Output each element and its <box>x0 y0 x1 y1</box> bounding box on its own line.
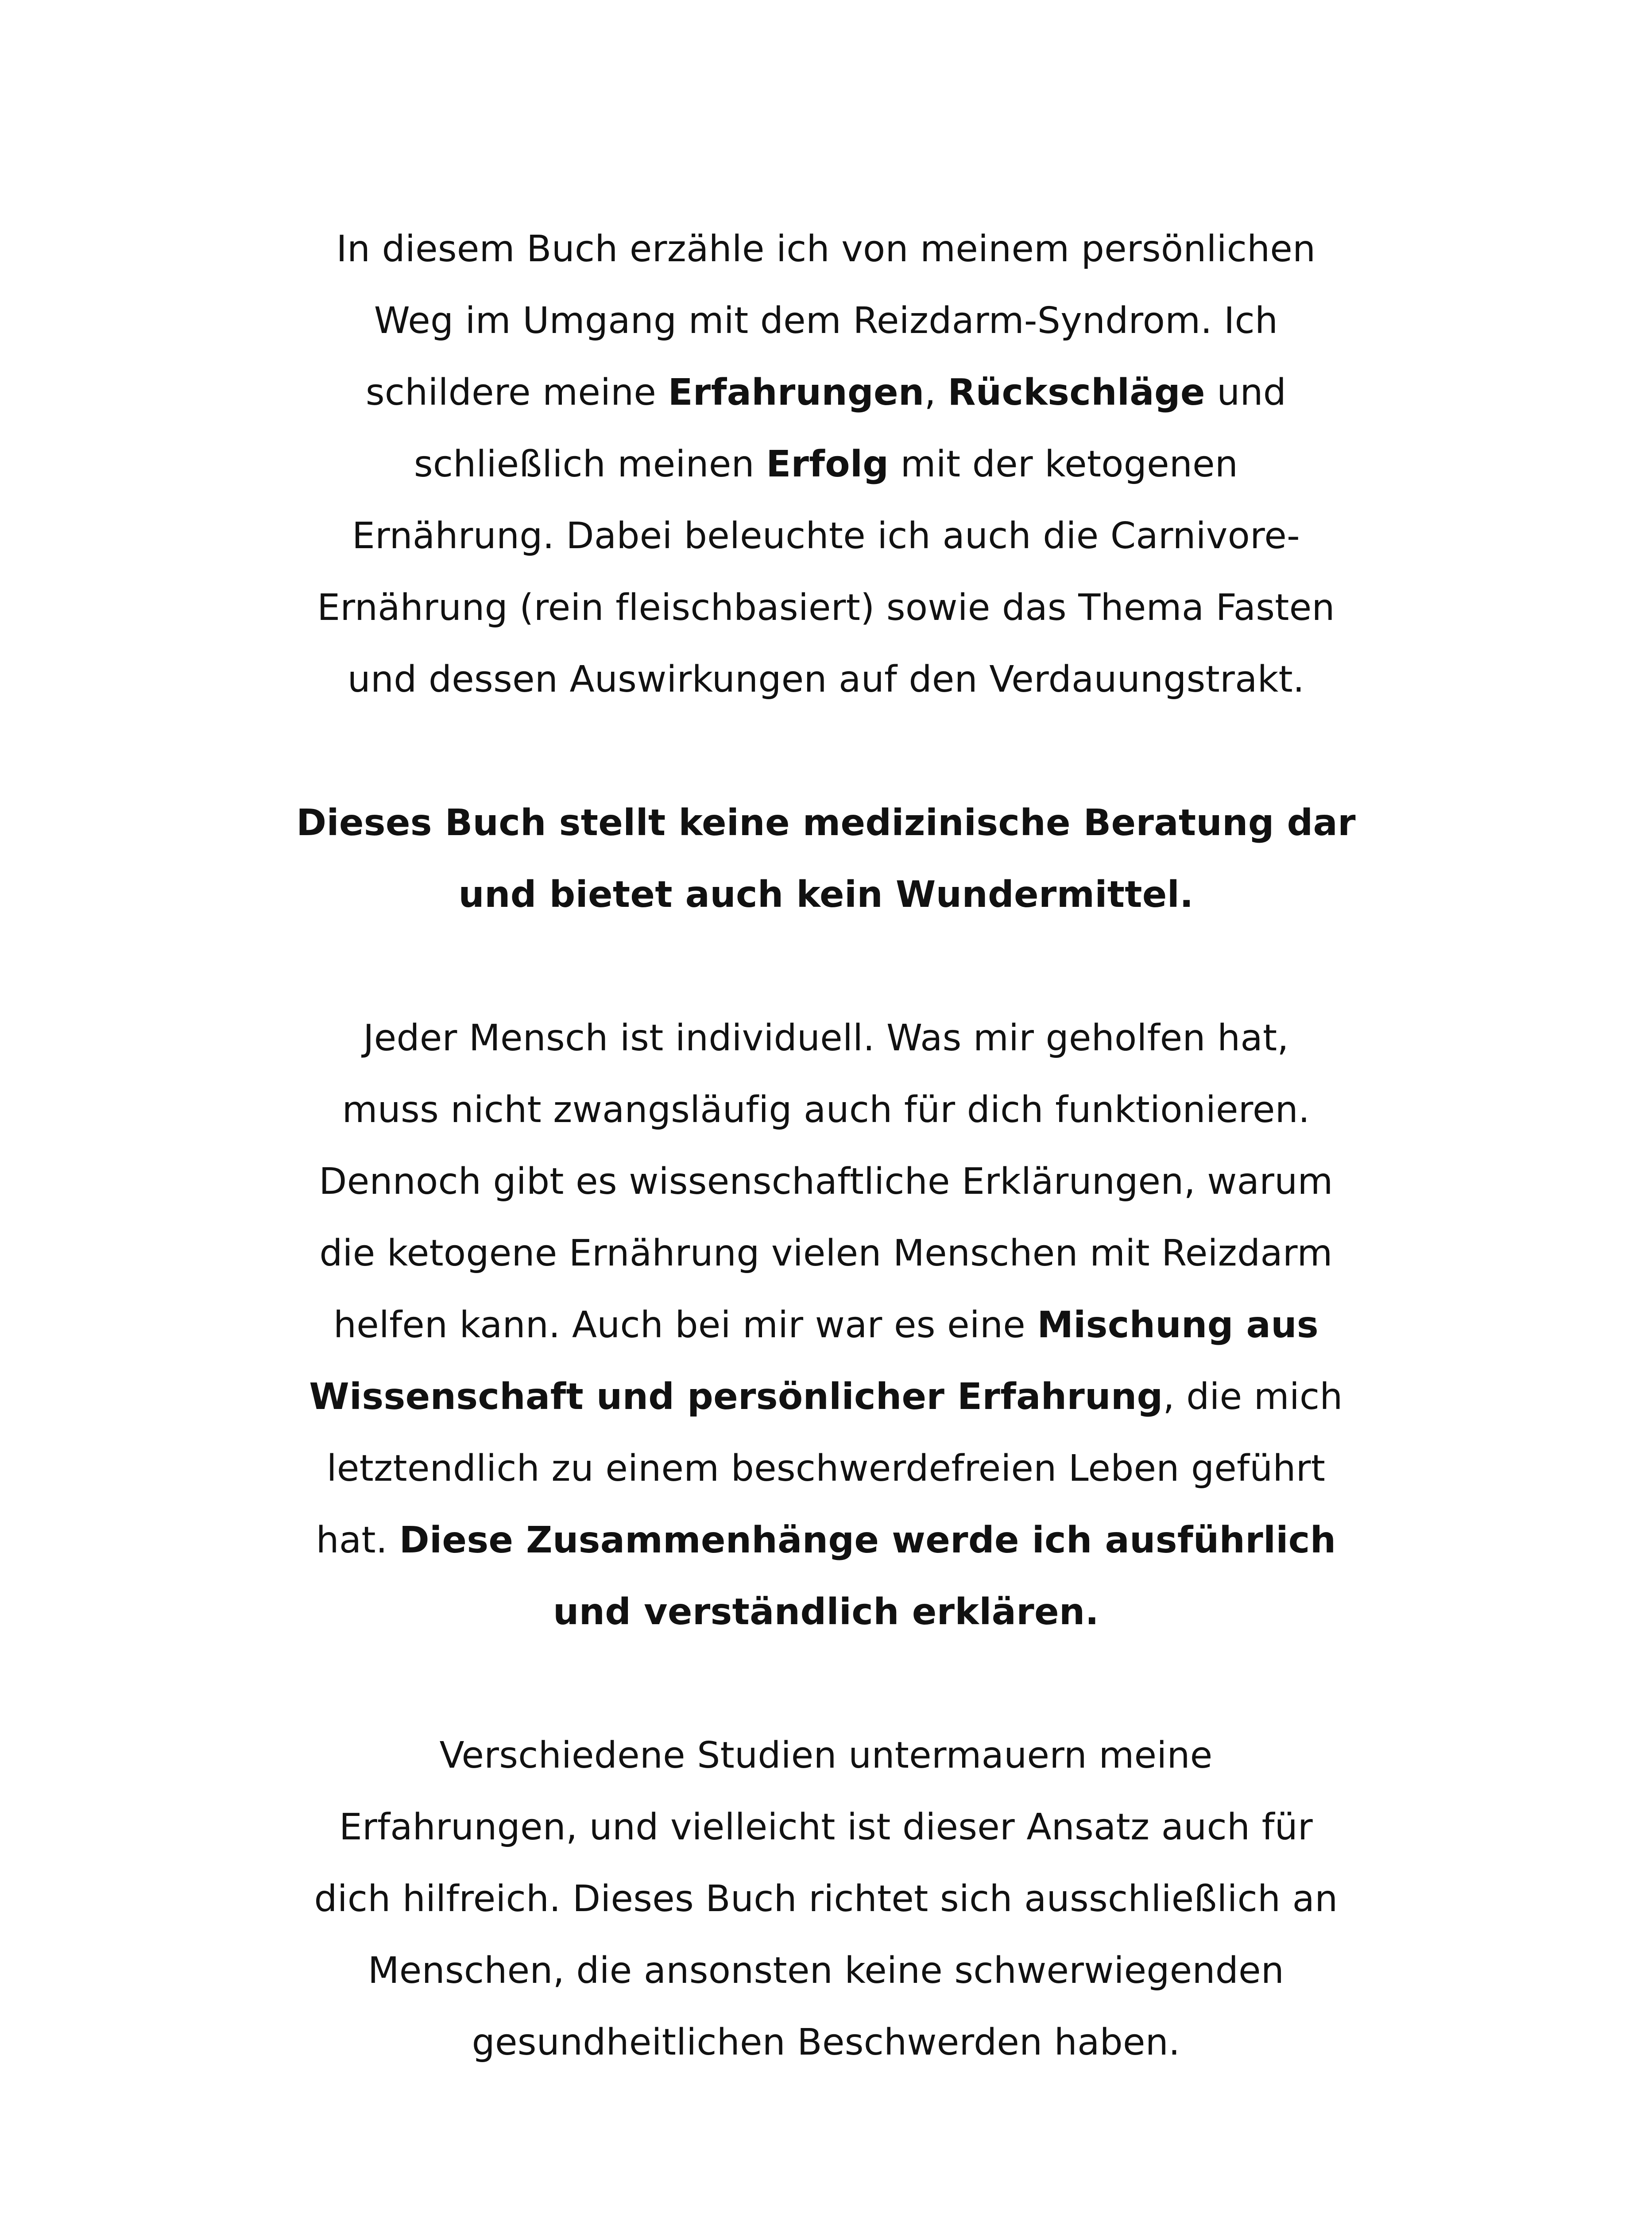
text-segment: Ernährung. Dabei beleuchte ich auch die Carnivore- <box>352 515 1300 557</box>
bold-text-segment: Mischung aus <box>1037 1304 1319 1346</box>
text-line <box>248 1146 1404 1218</box>
text-line <box>248 1361 1404 1433</box>
text-line <box>248 1218 1404 1289</box>
text-segment: In diesem Buch erzähle ich von meinem persönlichen <box>336 228 1316 270</box>
text-segment: Weg im Umgang mit dem Reizdarm-Syndrom. Ich <box>374 300 1278 342</box>
text-segment: , <box>924 372 948 414</box>
text-segment: helfen kann. Auch bei mir war es eine <box>333 1304 1037 1346</box>
text-segment: und <box>1205 372 1287 414</box>
text-line <box>248 213 1404 285</box>
bold-text-segment: Rückschläge <box>948 372 1205 414</box>
text-segment: letztendlich zu einem beschwerdefreien Leben geführt <box>326 1448 1326 1490</box>
text-line <box>248 357 1404 429</box>
text-segment: gesundheitlichen Beschwerden haben. <box>472 2021 1180 2063</box>
individuality-paragraph <box>248 1002 1404 1648</box>
text-line <box>248 285 1404 357</box>
text-line <box>248 1792 1404 1863</box>
bold-text-segment: Diese Zusammenhänge werde ich ausführlich <box>399 1519 1336 1561</box>
text-segment: und dessen Auswirkungen auf den Verdauungstrakt. <box>347 658 1305 701</box>
text-line <box>248 429 1404 500</box>
text-line <box>248 1289 1404 1361</box>
bold-text-segment: Erfolg <box>766 443 889 485</box>
text-segment: Dennoch gibt es wissenschaftliche Erklärungen, warum <box>319 1161 1333 1203</box>
text-line <box>248 572 1404 644</box>
text-segment: schließlich meinen <box>414 443 766 485</box>
text-segment: , die mich <box>1163 1376 1343 1418</box>
text-line <box>248 1576 1404 1648</box>
text-line <box>248 1935 1404 2007</box>
text-segment: Menschen, die ansonsten keine schwerwiegenden <box>368 1950 1284 1992</box>
text-segment: die ketogene Ernährung vielen Menschen mit Reizdarm <box>319 1232 1333 1274</box>
text-segment: dich hilfreich. Dieses Buch richtet sich ausschließlich an <box>314 1878 1338 1920</box>
bold-text-segment: und bietet auch kein Wundermittel. <box>458 874 1194 916</box>
text-line <box>248 2007 1404 2079</box>
text-segment: mit der ketogenen <box>889 443 1238 485</box>
text-line <box>248 644 1404 716</box>
bold-text-segment: Erfahrungen <box>668 372 925 414</box>
text-line <box>248 1074 1404 1146</box>
text-line <box>248 1863 1404 1935</box>
text-line <box>248 787 1404 859</box>
text-line <box>248 1002 1404 1074</box>
text-segment: Jeder Mensch ist individuell. Was mir geholfen hat, <box>363 1017 1289 1059</box>
text-segment: muss nicht zwangsläufig auch für dich funktionieren. <box>342 1089 1310 1131</box>
text-line <box>248 1433 1404 1505</box>
text-line <box>248 859 1404 931</box>
intro-paragraph <box>248 213 1404 716</box>
text-line <box>248 1505 1404 1576</box>
text-line <box>248 1720 1404 1792</box>
text-segment: hat. <box>316 1519 399 1561</box>
text-segment: Erfahrungen, und vielleicht ist dieser Ansatz auch für <box>339 1806 1313 1848</box>
page-text <box>248 213 1404 2079</box>
text-segment: schildere meine <box>365 372 668 414</box>
text-line <box>248 500 1404 572</box>
studies-paragraph <box>248 1720 1404 2079</box>
bold-text-segment: Wissenschaft und persönlicher Erfahrung <box>309 1376 1163 1418</box>
disclaimer-paragraph <box>248 787 1404 931</box>
bold-text-segment: und verständlich erklären. <box>553 1591 1099 1633</box>
text-segment: Ernährung (rein fleischbasiert) sowie das Thema Fasten <box>317 587 1335 629</box>
text-segment: Verschiedene Studien untermauern meine <box>439 1734 1213 1777</box>
bold-text-segment: Dieses Buch stellt keine medizinische Beratung dar <box>296 802 1356 844</box>
